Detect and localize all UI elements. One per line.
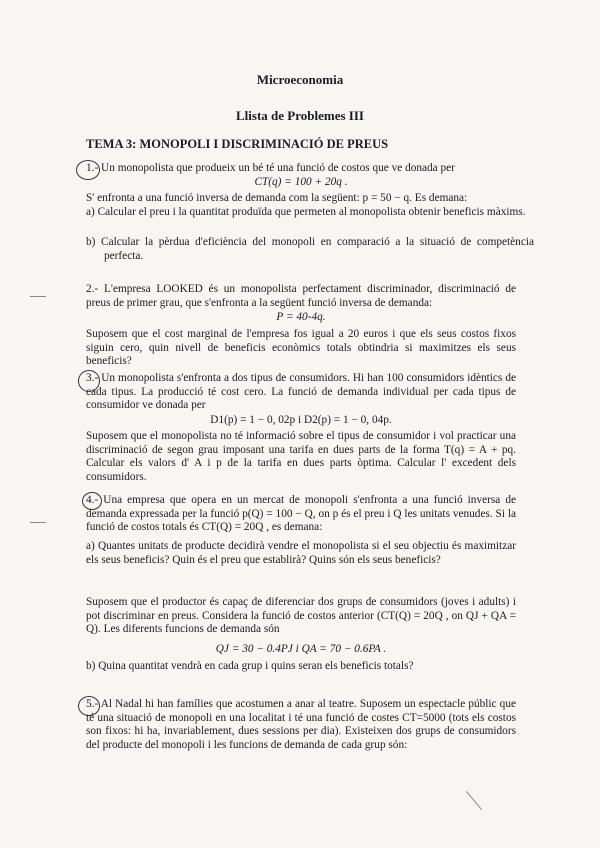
document-subtitle: Llista de Problemes III	[236, 108, 364, 123]
problem-1-part-b: b) Calcular la pèrdua d'eficiència del monopoli en comparació a la situació de competència perfecta.	[86, 236, 534, 262]
problem-4-intro: 4.- Una empresa que opera en un mercat de monopoli s'enfronta a una funció inversa de demanda expressada per la funció p(Q) = 100 − Q, on p és el preu i Q les unitats venudes. Si la funció de costos totals és CT(Q) = 20Q , es demana:	[86, 494, 516, 534]
problem-1-intro: 1.- Un monopolista que produeix un bé té una funció de costos que ve donada per	[86, 162, 455, 174]
problem-4-formula: QJ = 30 − 0.4PJ i QA = 70 − 0.6PA .	[215, 643, 387, 655]
problem-4-body: Suposem que el productor és capaç de diferenciar dos grups de consumidors (joves i adults) i pot discriminar en preus. Considera la funció de costos anterior (CT(Q) = 20Q , on QJ + QA = Q). Les diferents funcions de demanda són	[86, 596, 516, 636]
problem-2-intro: 2.- L'empresa LOOKED és un monopolista perfectament discriminador, discriminació de preus de primer grau, que s'enfronta a la següent funció inversa de demanda:	[86, 283, 516, 309]
margin-mark	[466, 791, 482, 810]
margin-mark	[30, 296, 46, 297]
problem-1-part-a: a) Calcular el preu i la quantitat produïda que permeten al monopolista obtenir beneficis màxims.	[86, 206, 526, 218]
problem-4-part-b: b) Quina quantitat vendrà en cada grup i quins seran els beneficis totals?	[86, 660, 414, 672]
problem-3-formula: D1(p) = 1 − 0, 02p i D2(p) = 1 − 0, 04p.	[210, 414, 392, 426]
problem-4-part-a: a) Quantes unitats de producte decidirà vendre el monopolista si el seu objectiu és maximitzar els seus beneficis? Quin és el preu que establirà? Quins són els seus beneficis?	[86, 540, 516, 566]
problem-1-demand: S' enfronta a una funció inversa de demanda com la següent: p = 50 − q. Es demana:	[86, 192, 468, 204]
problem-1-formula: CT(q) = 100 + 20q .	[254, 176, 348, 188]
problem-2-formula: P = 40-4q.	[276, 311, 326, 323]
problem-5-intro: 5.- Al Nadal hi han famílies que acostumen a anar al teatre. Suposem un espectacle públic que té una situació de monopoli en una localitat i té una funció de costes CT=5000 (tots els costos son fixos: hi ha, invariablement, dues sessions per dia). Existeixen dos grups de consumidors del producte del monopoli i les funcions de demanda de cada grup són:	[86, 698, 516, 751]
problem-3-intro: 3.- Un monopolista s'enfronta a dos tipus de consumidors. Hi han 100 consumidors idèntics de cada tipus. La producció té cost cero. La funció de demanda individual per cada tipus de consumidor ve donada per	[86, 372, 516, 412]
section-heading: TEMA 3: MONOPOLI I DISCRIMINACIÓ DE PREUS	[86, 137, 389, 151]
document-title: Microeconomia	[256, 72, 344, 87]
problem-3-body: Suposem que el monopolista no té informació sobre el tipus de consumidor i vol practicar una discriminació de segon grau imposant una tarifa en dues parts de la forma T(q) = A + pq. Calcular els valors d' A i p de la tarifa en dues parts òptima. Calcular l' excedent dels consumidors.	[86, 430, 516, 483]
problem-2-body: Suposem que el cost marginal de l'empresa fos igual a 20 euros i que els seus costos fixos siguin cero, quin nivell de beneficis econòmics totals obtindria si maximitzes els seus beneficis?	[86, 328, 516, 368]
margin-mark	[30, 522, 46, 523]
